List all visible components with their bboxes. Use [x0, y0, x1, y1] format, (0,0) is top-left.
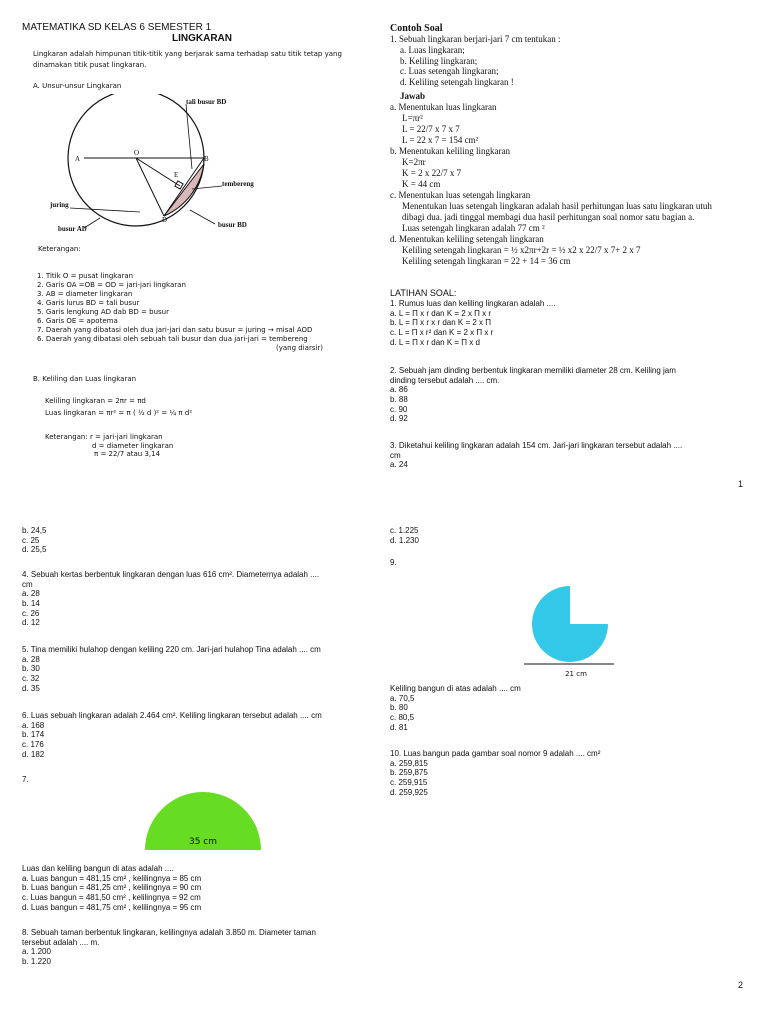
jawab-line: Keliling setengah lingkaran = 22 + 14 = 36 cm	[402, 256, 571, 267]
keterangan-list	[37, 273, 323, 353]
option: b. L = П x r x r dan K = 2 x П	[390, 318, 492, 328]
label-a: A	[75, 155, 81, 163]
option: c. 259,915	[390, 777, 428, 787]
jawab-line: d. Menentukan keliling setengah lingkaran	[390, 234, 544, 245]
option: c. 176	[22, 739, 44, 749]
label-o: O	[134, 149, 140, 157]
option: a. 28	[22, 654, 40, 664]
question-2	[390, 367, 676, 424]
option: a. 28	[22, 589, 40, 599]
circle-diagram	[40, 94, 290, 244]
option: c. 26	[22, 608, 40, 618]
jawab-line: K=2πr	[402, 157, 426, 168]
option: c. 25	[22, 535, 40, 545]
option: d. 1.230	[390, 535, 419, 545]
semicircle-label: 35 cm	[188, 837, 218, 847]
luas-formula: Luas lingkaran = πr² = π ( ½ d )² = ¼ π d²	[45, 409, 193, 417]
jawab-line: a. Menentukan luas lingkaran	[390, 102, 497, 112]
jawab-line: Keliling setengah lingkaran = ½ x2πr+2r = ½ x2 x 22/7 x 7+ 2 x 7	[402, 245, 641, 256]
option: d. Luas bangun = 481,75 cm² , kelilingnya = 95 cm	[22, 902, 202, 912]
option: b. 88	[390, 394, 408, 404]
leader-tali-busur	[186, 104, 192, 169]
question-10	[390, 750, 600, 797]
keterangan-2	[45, 434, 173, 459]
page-number: 1	[738, 479, 744, 489]
three-quarter-shape	[532, 586, 608, 662]
question-5	[22, 646, 321, 693]
option: a. L = П x r dan K = 2 x П x r	[390, 308, 492, 318]
jawab-line: c. Menentukan luas setengah lingkaran	[390, 190, 531, 201]
contoh-title: Contoh Soal	[390, 23, 443, 34]
quarter-label: 21 cm	[565, 670, 587, 678]
page-divider	[0, 503, 768, 504]
jawab-line: Menentukan luas setengah lingkaran adalah hasil perhitungan luas satu lingkaran utuh	[402, 201, 712, 212]
label-b: B	[204, 155, 209, 163]
label-d: D	[162, 216, 168, 224]
keliling-formula: Keliling lingkaran = 2πr = πd	[45, 397, 146, 405]
definition	[33, 51, 342, 69]
page-number: 2	[738, 980, 744, 990]
leader-juring	[70, 208, 140, 212]
option: c. 1.225	[390, 526, 419, 535]
question-8	[22, 929, 316, 967]
option: b. 14	[22, 598, 40, 608]
question-text: Luas dan keliling bangun di atas adalah ....	[22, 864, 174, 873]
list-item: 6. Garis OE = apotema	[37, 317, 118, 326]
option: d. 92	[390, 414, 408, 424]
question-text: 8. Sebuah taman berbentuk lingkaran, kelilingnya adalah 3.850 m. Diameter taman	[22, 928, 316, 937]
tembereng-shade	[164, 164, 204, 216]
question-text: 1. Rumus luas dan keliling lingkaran adalah ....	[390, 299, 556, 308]
question-6	[22, 712, 322, 759]
header-title: MATEMATIKA SD KELAS 6 SEMESTER 1	[22, 22, 212, 33]
question-text: 6. Luas sebuah lingkaran adalah 2.464 cm². Keliling lingkaran tersebut adalah .... cm	[22, 711, 322, 720]
question-text: cm	[22, 579, 33, 589]
list-item: b. Keliling lingkaran;	[400, 55, 478, 66]
list-item: 3. AB = diameter lingkaran	[37, 290, 133, 299]
option: a. 86	[390, 385, 408, 395]
question-3-continued	[22, 527, 46, 555]
label-e: E	[174, 171, 179, 179]
option: a. 168	[22, 720, 45, 730]
jawab-line: K = 44 cm	[402, 179, 441, 190]
list-item: d. Keliling setengah lingkaran !	[400, 77, 514, 88]
list-item: c. Luas setengah lingkaran;	[400, 66, 499, 77]
option: d. 259,925	[390, 787, 428, 797]
contoh-question: 1. Sebuah lingkaran berjari-jari 7 cm tentukan :	[390, 34, 561, 44]
jawab-line: L = 22 x 7 = 154 cm²	[402, 135, 479, 146]
option: a. Luas bangun = 481,15 cm² , kelilingnya = 85 cm	[22, 873, 202, 883]
list-item: 5. Garis lengkung AD dab BD = busur	[37, 308, 169, 317]
list-item: 2. Garis OA =OB = OD = jari-jari lingkaran	[37, 281, 186, 290]
option: c. Luas bangun = 481,50 cm² , kelilingnya = 92 cm	[22, 892, 201, 902]
label-tali-busur-bd: tali busur BD	[186, 98, 227, 106]
question-9-label: 9.	[390, 558, 397, 567]
option: a. 70,5	[390, 693, 415, 703]
keterangan-label: Keterangan:	[38, 245, 81, 253]
option: d. 35	[22, 683, 40, 693]
option: c. 90	[390, 404, 408, 414]
label-busur-bd: busur BD	[218, 221, 247, 229]
question-3	[390, 442, 682, 470]
option: b. 174	[22, 730, 45, 740]
question-text: cm	[390, 450, 401, 460]
question-text: 3. Diketahui keliling lingkaran adalah 154 cm. Jari-jari lingkaran tersebut adalah ....	[390, 441, 683, 450]
semicircle-figure	[145, 790, 261, 852]
ket2-line: Keterangan: r = jari-jari lingkaran	[45, 433, 163, 441]
jawab-line: K = 2 x 22/7 x 7	[402, 168, 462, 179]
option: a. 1.200	[22, 947, 51, 957]
jawab-line: b. Menentukan keliling lingkaran	[390, 146, 510, 157]
option: d. L = П x r dan K = П x d	[390, 337, 480, 347]
list-item: a. Luas lingkaran;	[400, 45, 465, 55]
definition-line: dinamakan titik pusat lingkaran.	[33, 60, 147, 69]
list-item: 7. Daerah yang dibatasi oleh dua jari-jari dan satu busur = juring → misal AOD	[37, 326, 313, 335]
jawab-line: L=πr²	[402, 113, 423, 124]
question-text: 10. Luas bangun pada gambar soal nomor 9 adalah .... cm²	[390, 749, 601, 758]
option: d. 182	[22, 749, 45, 759]
option: d. 12	[22, 618, 40, 628]
label-tembereng: tembereng	[222, 180, 254, 188]
option: c. 80,5	[390, 712, 415, 722]
list-item: 1. Titik O = pusat lingkaran	[37, 272, 134, 280]
jawab-line: Luas setengah lingkaran adalah 77 cm ²	[402, 223, 545, 234]
option: a. 259,815	[390, 758, 428, 768]
jawab-title: Jawab	[400, 91, 426, 101]
question-text: Keliling bangun di atas adalah .... cm	[390, 684, 521, 693]
section-a-heading: A. Unsur-unsur Lingkaran	[33, 82, 122, 90]
option: b. 80	[390, 703, 408, 713]
label-juring: juring	[50, 201, 69, 209]
jawab-line: dibagi dua. jadi tinggal membagi dua hasil perhitungan soal nomor satu bagian a.	[402, 212, 695, 223]
contoh-options	[400, 46, 514, 88]
option: b. 24,5	[22, 526, 47, 535]
latihan-title: LATIHAN SOAL:	[390, 288, 457, 298]
leader-busur-bd	[190, 210, 215, 224]
list-item: 6. Daerah yang dibatasi oleh sebuah tali busur dan dua jari-jari = tembereng	[37, 335, 308, 344]
question-text: dinding tersebut adalah .... cm.	[390, 375, 500, 385]
topic-title: LINGKARAN	[172, 33, 232, 44]
question-text: tersebut adalah .... m.	[22, 937, 100, 947]
option: b. 30	[22, 664, 40, 674]
option: d. 25,5	[22, 545, 47, 555]
list-item: 4. Garis lurus BD = tali busur	[37, 299, 140, 308]
option: c. 32	[22, 673, 40, 683]
question-9	[390, 685, 521, 732]
ket2-line: d = diameter lingkaran	[92, 441, 174, 450]
section-b-heading: B. Keliling dan Luas lingkaran	[33, 375, 137, 383]
option: a. 24	[390, 460, 408, 470]
question-7	[22, 865, 201, 912]
jawab-line: L = 22/7 x 7 x 7	[402, 124, 460, 135]
option: b. 1.220	[22, 956, 51, 966]
question-4	[22, 571, 319, 628]
question-text: 2. Sebuah jam dinding berbentuk lingkaran memiliki diameter 28 cm. Keliling jam	[390, 366, 676, 375]
option: b. 259,875	[390, 768, 428, 778]
option: b. Luas bangun = 481,25 cm² , kelilingnya = 90 cm	[22, 883, 202, 893]
jawab-list	[390, 103, 765, 267]
question-1	[390, 300, 555, 347]
label-busur-ad: busur AD	[58, 225, 87, 233]
circle-outline	[68, 94, 204, 226]
question-8-continued	[390, 527, 419, 545]
definition-line: Lingkaran adalah himpunan titik-titik yang berjarak sama terhadap satu titik tetap yang	[33, 50, 342, 58]
option: d. 81	[390, 722, 408, 732]
question-text: 4. Sebuah kertas berbentuk lingkaran dengan luas 616 cm². Diameternya adalah ....	[22, 570, 320, 579]
question-7-label: 7.	[22, 775, 29, 784]
ket2-line: π = 22/7 atau 3,14	[94, 450, 161, 459]
three-quarter-circle-figure	[518, 578, 618, 680]
question-text: 5. Tina memiliki hulahop dengan keliling 220 cm. Jari-jari hulahop Tina adalah .... cm	[22, 645, 321, 654]
option: c. L = П x r² dan K = 2 x П x r	[390, 327, 494, 337]
list-item: (yang diarsir)	[276, 344, 324, 353]
